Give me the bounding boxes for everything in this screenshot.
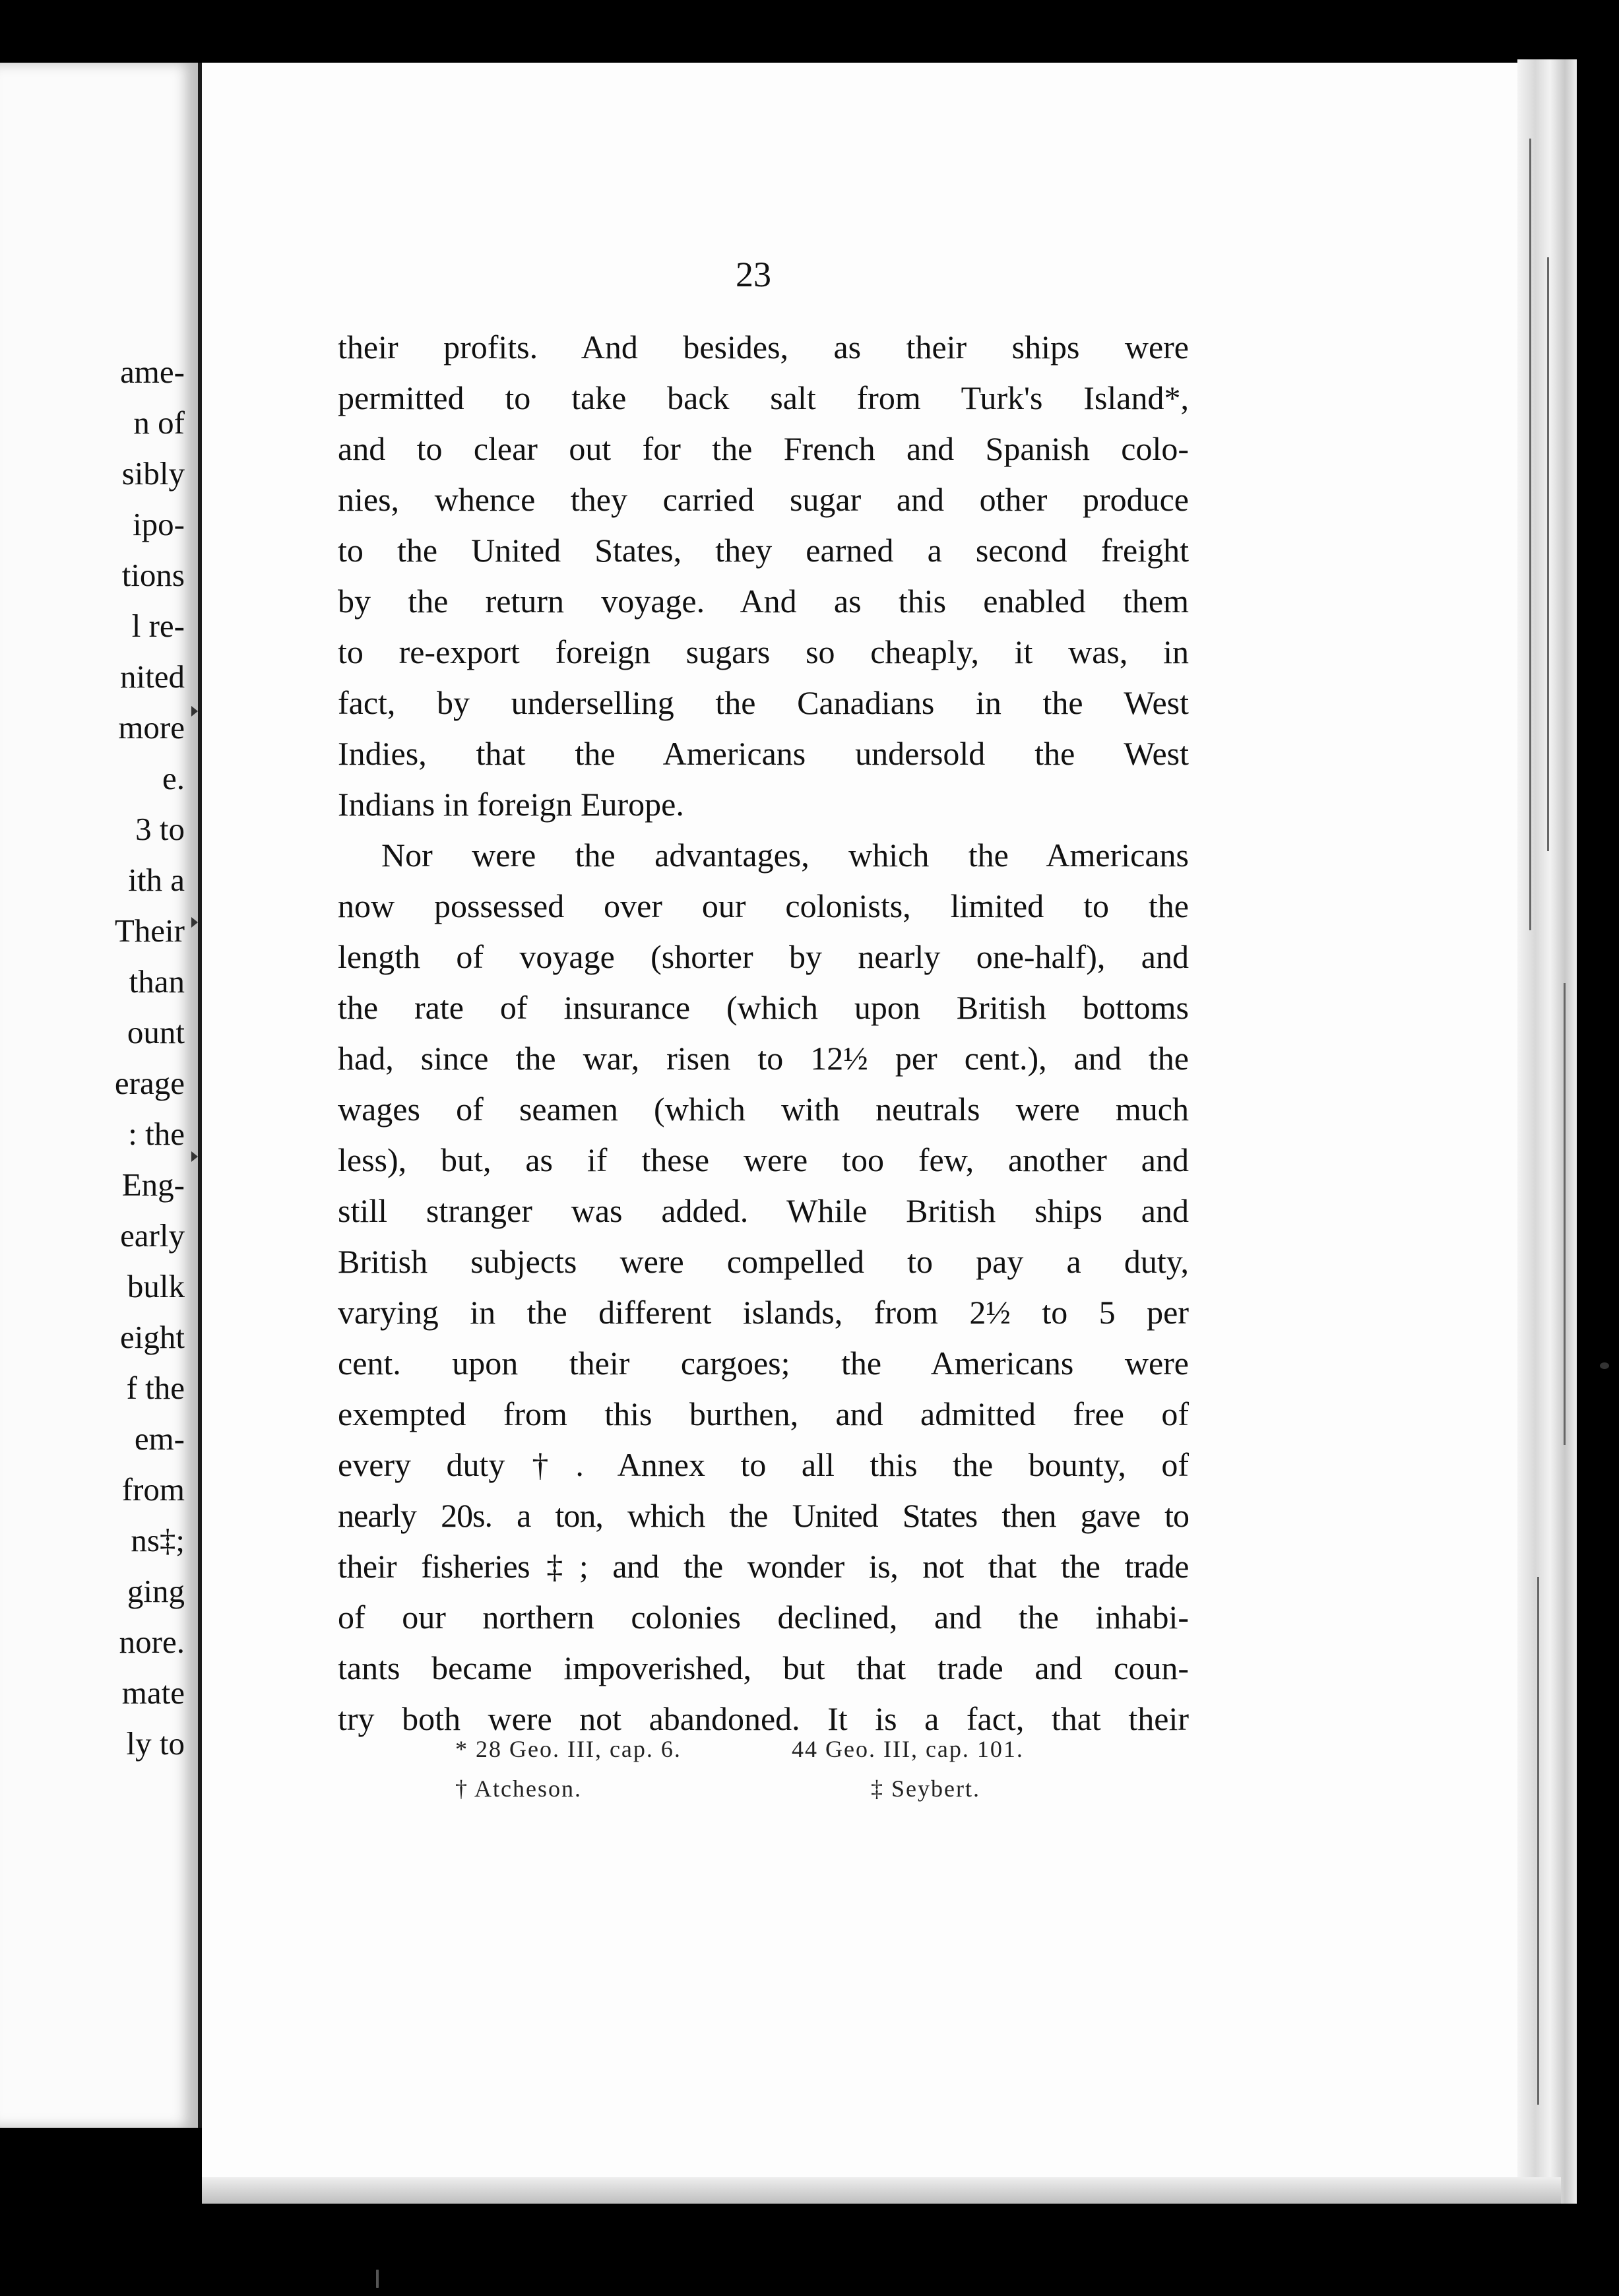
left-page-line: early (120, 1217, 185, 1254)
left-page-line: ame- (120, 354, 185, 390)
body-text (338, 322, 1189, 1744)
footnote: * 28 Geo. III, cap. 6. (455, 1736, 682, 1762)
left-page-line: than (129, 963, 185, 1000)
text-line: British subjects were compelled to pay a duty, (338, 1243, 1189, 1280)
left-page-line: nore. (119, 1624, 185, 1660)
previous-page (0, 63, 202, 2128)
left-page-line: eight (120, 1319, 185, 1355)
text-line: try both were not abandoned. It is a fact, that their (338, 1700, 1189, 1737)
text-line: by the return voyage. And as this enabled them (338, 583, 1189, 620)
left-page-line: ipo- (133, 506, 185, 542)
left-page-line: ns‡; (131, 1522, 185, 1558)
text-line: less), but, as if these were too few, another and (338, 1141, 1189, 1178)
text-line: Indians in foreign Europe. (338, 786, 684, 823)
text-line: cent. upon their cargoes; the Americans were (338, 1345, 1189, 1382)
page-number: 23 (736, 255, 771, 294)
left-page-line: from (121, 1471, 185, 1508)
text-line: varying in the different islands, from 2½ to 5 per (338, 1294, 1189, 1331)
text-line: exempted from this burthen, and admitted free of (338, 1395, 1189, 1432)
text-line: Indies, that the Americans undersold the West (338, 735, 1189, 772)
text-line: to the United States, they earned a second freight (338, 532, 1189, 569)
footnote: ‡ Seybert. (871, 1775, 980, 1802)
text-line: length of voyage (shorter by nearly one-half), and (338, 938, 1189, 975)
text-line: had, since the war, risen to 12½ per cent.), and the (338, 1040, 1189, 1077)
left-page-line: more (118, 709, 185, 746)
text-line: the rate of insurance (which upon British bottoms (338, 989, 1189, 1026)
gutter-mark (191, 917, 198, 928)
left-page-line: ly to (126, 1725, 185, 1762)
text-line: now possessed over our colonists, limited to the (338, 887, 1189, 924)
text-line: tants became impoverished, but that trade and coun- (338, 1649, 1189, 1686)
left-page-line: mate (121, 1674, 185, 1711)
text-line: nearly 20s. a ton, which the United States then gave to (338, 1497, 1189, 1534)
text-line: and to clear out for the French and Spanish colo- (338, 430, 1189, 467)
text-line: their profits. And besides, as their ships were (338, 329, 1189, 366)
text-line: their fisheries‡; and the wonder is, not that the trade (338, 1548, 1189, 1585)
left-page-line: bulk (127, 1268, 185, 1304)
footnote: 44 Geo. III, cap. 101. (792, 1736, 1024, 1762)
left-page-line: em- (134, 1420, 185, 1457)
page-edge-stack (1517, 59, 1577, 2204)
left-page-line: nited (120, 658, 185, 695)
text-line: nies, whence they carried sugar and other produce (338, 481, 1189, 518)
left-page-line: sibly (121, 455, 185, 492)
left-page-line: Eng- (121, 1166, 185, 1203)
left-page-line: ging (127, 1573, 185, 1609)
left-page-line: l re- (131, 608, 185, 644)
left-page-line: 3 to (135, 811, 185, 847)
left-page-line: n of (133, 404, 185, 441)
text-line: every duty†. Annex to all this the bounty, of (338, 1446, 1189, 1483)
left-page-line: Their (114, 912, 185, 949)
page-bottom-edge (202, 2177, 1561, 2204)
text-line: permitted to take back salt from Turk's Island*, (338, 379, 1189, 416)
scan-speck (1600, 1362, 1609, 1369)
gutter-mark (191, 1151, 198, 1162)
left-page-line: : the (128, 1116, 185, 1152)
scan-speck (376, 2270, 379, 2288)
left-page-line: tions (121, 557, 185, 593)
text-line: to re-export foreign sugars so cheaply, it was, in (338, 633, 1189, 670)
gutter-mark (191, 706, 198, 717)
left-page-line: f the (126, 1370, 185, 1406)
footnote: † Atcheson. (455, 1775, 582, 1802)
left-page-line: ith a (128, 862, 185, 898)
left-page-line: e. (162, 760, 185, 796)
text-line: fact, by underselling the Canadians in the West (338, 684, 1189, 721)
text-line: wages of seamen (which with neutrals were much (338, 1091, 1189, 1128)
text-line: of our northern colonies declined, and the inhabi- (338, 1599, 1189, 1636)
text-line: Nor were the advantages, which the Americans (381, 837, 1189, 874)
text-line: still stranger was added. While British ships and (338, 1192, 1189, 1229)
left-page-line: erage (114, 1065, 185, 1101)
left-page-line: ount (127, 1014, 185, 1050)
